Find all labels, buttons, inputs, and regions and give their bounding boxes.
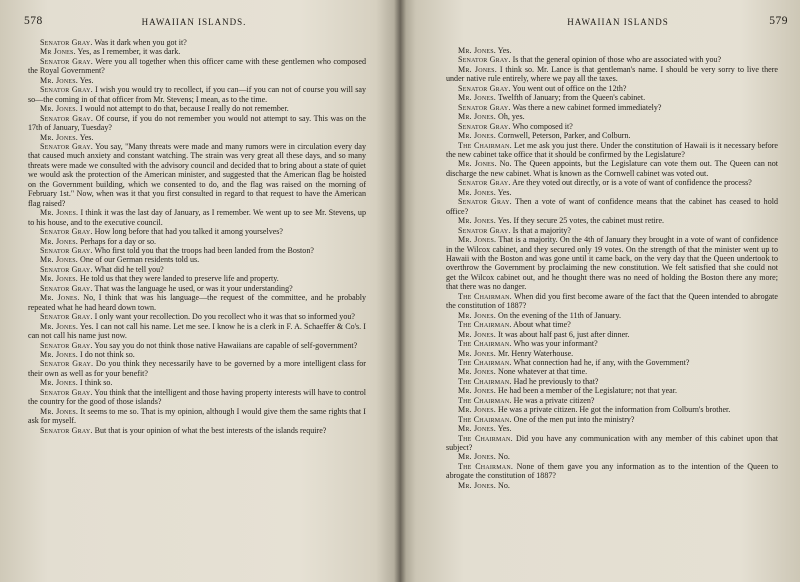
speech-text: Was there a new cabinet formed immediately? xyxy=(510,102,662,112)
speaker-name: Mr. Jones. xyxy=(458,452,496,462)
speech-text: Cornwell, Peterson, Parker, and Colburn. xyxy=(496,131,631,141)
testimony-paragraph xyxy=(28,378,366,387)
speaker-name: Senator Gray. xyxy=(40,245,93,255)
speaker-name: Mr. Jones. xyxy=(458,93,496,103)
testimony-paragraph xyxy=(28,114,366,133)
testimony-paragraph xyxy=(28,76,366,85)
testimony-paragraph xyxy=(446,141,778,160)
speech-text: He told us that they were landed to preserve life and property. xyxy=(78,274,279,284)
left-page-header xyxy=(24,15,364,29)
speech-text: Mr. Henry Waterhouse. xyxy=(496,348,574,358)
speaker-name: Senator Gray. xyxy=(40,340,93,350)
speaker-name: Mr. Jones. xyxy=(40,75,78,85)
speech-text: Did you have any communication with any member of this cabinet upon that subject? xyxy=(446,433,779,453)
speaker-name: Senator Gray. xyxy=(458,121,511,131)
testimony-paragraph xyxy=(446,131,778,140)
speech-text: You went out of office on the 12th? xyxy=(510,83,627,93)
speech-text: No. xyxy=(496,452,510,462)
speaker-name: Mr. Jones. xyxy=(458,310,496,320)
testimony-paragraph xyxy=(28,388,366,407)
testimony-paragraph xyxy=(28,142,366,208)
speech-text: He was a private citizen. He got the information from Colburn's brother. xyxy=(496,405,731,415)
testimony-paragraph xyxy=(446,320,778,329)
speaker-name: Mr. Jones. xyxy=(458,405,496,415)
testimony-paragraph xyxy=(28,246,366,255)
speaker-name: Mr. Jones. xyxy=(458,480,496,490)
speaker-name: Mr. Jones. xyxy=(40,208,79,218)
speech-text: You say, "Many threats were made and many rumors were in circulation every day that caused much anxiety and constant watching. The strain was very great all these days, and so many threats were made we consulted with the advisory council and decided that to bring about a state of quiet we would ask the protection of the American minister, and suggested that the American flag be hoisted on the Government building, which we consented to do, and the flag was raised on the morning of February 1st." Now, when was it that you first consulted in regard to that request to have the American flag raised? xyxy=(28,141,366,208)
testimony-paragraph xyxy=(446,462,778,481)
speech-text: On the evening of the 11th of January. xyxy=(496,310,621,320)
speech-text: One of our German residents told us. xyxy=(78,255,200,265)
speaker-name: The Chairman. xyxy=(458,395,512,405)
speaker-name: Mr. Jones. xyxy=(458,64,497,74)
speaker-name: Senator Gray. xyxy=(40,425,93,435)
speech-text: Let me ask you just there. Under the constitution of Hawaii is it necessary before the new cabinet take office that it should be confirmed by the Legislature? xyxy=(446,140,778,159)
speech-text: Was it dark when you got it? xyxy=(92,38,187,47)
speaker-name: Senator Gray. xyxy=(40,359,94,369)
speech-text: Yes. I can not call his name. Let me see. I know he is a clerk in F. A. Schaeffer & Co's. I can not call his name just now. xyxy=(28,321,366,341)
speech-text: Is that a majority? xyxy=(510,225,571,235)
book-gutter xyxy=(394,0,406,582)
testimony-paragraph xyxy=(28,426,366,435)
speaker-name: The Chairman. xyxy=(458,376,512,386)
testimony-paragraph xyxy=(28,47,366,56)
testimony-paragraph xyxy=(28,274,366,283)
testimony-paragraph xyxy=(28,293,366,312)
speech-text: No, I think that was his language—the request of the committee, and he probably repeated what he had heard down town. xyxy=(28,293,366,312)
speaker-name: Mr. Jones. xyxy=(40,349,78,359)
speaker-name: Mr. Jones. xyxy=(458,348,496,358)
speaker-name: The Chairman. xyxy=(458,414,512,424)
speaker-name: The Chairman. xyxy=(458,357,512,367)
speaker-name: Senator Gray. xyxy=(458,55,511,65)
testimony-paragraph xyxy=(446,103,778,112)
speaker-name: Mr. Jones. xyxy=(458,386,496,396)
speech-text: Is that the general opinion of those who are associated with you? xyxy=(510,55,722,65)
speaker-name: Senator Gray. xyxy=(40,113,94,123)
speaker-name: Mr. Jones. xyxy=(458,159,497,169)
testimony-paragraph xyxy=(446,396,778,405)
speaker-name: Senator Gray. xyxy=(40,85,93,95)
speech-text: You say you do not think those native Hawaiians are capable of self-government? xyxy=(92,340,358,350)
speech-text: I only want your recollection. Do you recollect who it was that so informed you? xyxy=(92,312,355,322)
speech-text: When did you first become aware of the fact that the Queen intended to abrogate the constitution of 1887? xyxy=(446,291,778,311)
speech-text: Had he previously to that? xyxy=(511,376,599,386)
speaker-name: Mr. Jones. xyxy=(458,131,496,141)
testimony-paragraph xyxy=(446,292,778,311)
testimony-paragraph xyxy=(446,65,778,84)
testimony-paragraph xyxy=(446,84,778,93)
speech-text: That is a majority. On the 4th of January they brought in a vote of want of confidence in the Wilcox cabinet, and they secured only 19 votes. On the strength of that the minister went up to Hawaii with the Boston and was gone until it came back, on the very day that the Queen undertook to overthrow the Government by proclaiming the new constitution. We felt satisfied that she could not get the Wilcox cabinet out, and he thought there was no need of holding the Boston there any more; that there was no danger. xyxy=(446,235,778,292)
speaker-name: The Chairman. xyxy=(458,433,513,443)
speaker-name: Mr. Jones. xyxy=(40,236,78,246)
speaker-name: Mr. Jones. xyxy=(458,187,496,197)
testimony-paragraph xyxy=(446,188,778,197)
speech-text: I think it was the last day of January, as I remember. We went up to see Mr. Stevens, up to his house, and to the executive council. xyxy=(28,208,366,227)
speaker-name: The Chairman. xyxy=(458,339,512,349)
testimony-paragraph xyxy=(446,386,778,395)
testimony-paragraph xyxy=(28,322,366,341)
testimony-paragraph xyxy=(446,46,778,55)
testimony-paragraph xyxy=(28,407,366,426)
testimony-paragraph xyxy=(446,349,778,358)
testimony-paragraph xyxy=(28,312,366,321)
speaker-name: Senator Gray. xyxy=(458,83,511,93)
speaker-name: Senator Gray. xyxy=(458,197,512,207)
speech-text: I think so. xyxy=(78,378,113,388)
testimony-paragraph xyxy=(28,341,366,350)
testimony-paragraph xyxy=(446,216,778,225)
speech-text: None whatever at that time. xyxy=(496,367,588,377)
speaker-name: Senator Gray. xyxy=(40,56,94,66)
speech-text: Who composed it? xyxy=(510,121,573,131)
speech-text: No. The Queen appoints, but the Legislature can vote them out. The Queen can not discharge the new cabinet. What is known as the Cornwell cabinet was voted out. xyxy=(446,159,778,178)
testimony-paragraph xyxy=(446,424,778,433)
speech-text: Of course, if you do not remember you would not attempt to say. This was on the 17th of January, Tuesday? xyxy=(28,113,366,133)
testimony-paragraph xyxy=(28,133,366,142)
testimony-paragraph xyxy=(446,452,778,461)
speech-text: Are they voted out directly, or is a vote of want of confidence the process? xyxy=(510,178,752,188)
testimony-paragraph xyxy=(446,112,778,121)
right-page xyxy=(400,0,800,582)
testimony-paragraph xyxy=(446,197,778,216)
speech-text: But that is your opinion of what the best interests of the islands require? xyxy=(92,425,327,435)
testimony-paragraph xyxy=(28,38,366,47)
speech-text: Oh, yes. xyxy=(496,112,525,122)
speech-text: That was the language he used, or was it your understanding? xyxy=(92,283,293,293)
speech-text: Yes, as I remember, it was dark. xyxy=(75,47,181,57)
speech-text: Then a vote of want of confidence means that the cabinet has ceased to hold office? xyxy=(446,197,778,216)
testimony-paragraph xyxy=(28,104,366,113)
speaker-name: Senator Gray. xyxy=(40,141,93,151)
speaker-name: Mr. Jones. xyxy=(40,255,78,265)
testimony-paragraph xyxy=(28,284,366,293)
speaker-name: Mr. Jones. xyxy=(458,235,497,245)
speaker-name: Mr. Jones. xyxy=(40,293,80,303)
speaker-name: Mr. Jones. xyxy=(40,274,78,284)
testimony-paragraph xyxy=(446,178,778,187)
speaker-name: Senator Gray. xyxy=(40,38,93,47)
testimony-paragraph xyxy=(28,57,366,76)
speaker-name: Mr. Jones. xyxy=(458,424,496,434)
speech-text: How long before that had you talked it among yourselves? xyxy=(92,227,283,237)
testimony-paragraph xyxy=(446,159,778,178)
speech-text: He was a private citizen? xyxy=(511,395,595,405)
speech-text: I wish you would try to recollect, if you can—if you can not of course you will say so—the coming in of that officer from Mr. Stevens; I mean, as to the time. xyxy=(28,85,366,104)
speech-text: Yes. xyxy=(496,424,512,434)
speaker-name: Senator Gray. xyxy=(40,264,93,274)
speaker-name: Senator Gray. xyxy=(40,227,93,237)
speaker-name: Mr. Jones. xyxy=(40,321,79,331)
running-title: HAWAIIAN ISLANDS xyxy=(567,17,669,27)
running-title: HAWAIIAN ISLANDS. xyxy=(141,17,247,27)
speaker-name: The Chairman. xyxy=(458,320,512,330)
speaker-name: Mr. Jones. xyxy=(40,132,78,142)
speech-text: About what time? xyxy=(511,320,571,330)
page-number: 578 xyxy=(24,15,43,27)
testimony-paragraph xyxy=(28,237,366,246)
speech-text: Yes. xyxy=(78,75,94,85)
right-page-text xyxy=(446,46,778,490)
speech-text: Twelfth of January; from the Queen's cabinet. xyxy=(496,93,646,103)
speaker-name: The Chairman. xyxy=(458,140,512,150)
testimony-paragraph xyxy=(28,350,366,359)
testimony-paragraph xyxy=(28,227,366,236)
speaker-name: Senator Gray. xyxy=(458,225,511,235)
testimony-paragraph xyxy=(446,122,778,131)
testimony-paragraph xyxy=(446,405,778,414)
speech-text: I think so. Mr. Lance is that gentleman's name. I should be very sorry to live there under native rule entirely, where we pay all the taxes. xyxy=(446,64,778,84)
testimony-paragraph xyxy=(446,330,778,339)
speech-text: He had been a member of the Legislature; not that year. xyxy=(496,386,677,396)
speech-text: Do you think they necessarily have to be governed by a more intelligent class for their own as well as for your benefit? xyxy=(28,359,366,378)
testimony-paragraph xyxy=(446,415,778,424)
speech-text: What did he tell you? xyxy=(92,264,164,274)
speech-text: You think that the intelligent and those having property interests will have to control the country for the good of those islands? xyxy=(28,387,366,407)
speaker-name: The Chairman. xyxy=(458,461,514,471)
speaker-name: Mr. Jones. xyxy=(458,329,496,339)
testimony-paragraph xyxy=(446,311,778,320)
page-number: 579 xyxy=(769,15,788,27)
right-page-header xyxy=(448,15,788,29)
speech-text: I would not attempt to do that, because I really do not remember. xyxy=(78,104,289,114)
speech-text: Who was your informant? xyxy=(511,339,598,349)
testimony-paragraph xyxy=(446,226,778,235)
speaker-name: Senator Gray. xyxy=(40,312,93,322)
speaker-name: Senator Gray. xyxy=(458,102,511,112)
speech-text: It was about half past 6, just after dinner. xyxy=(496,329,630,339)
testimony-paragraph xyxy=(28,255,366,264)
speech-text: What connection had he, if any, with the Government? xyxy=(511,357,690,367)
testimony-paragraph xyxy=(446,434,778,453)
speaker-name: Mr. Jones. xyxy=(40,406,79,416)
speaker-name: The Chairman. xyxy=(458,291,512,301)
speech-text: Perhaps for a day or so. xyxy=(78,236,156,246)
testimony-paragraph xyxy=(446,358,778,367)
testimony-paragraph xyxy=(446,481,778,490)
testimony-paragraph xyxy=(446,55,778,64)
speaker-name: Mr. Jones. xyxy=(458,112,496,122)
speech-text: None of them gave you any information as to the intention of the Queen to abrogate the constitution of 1887? xyxy=(446,461,778,481)
speaker-name: Mr. Jones. xyxy=(458,46,496,55)
speaker-name: Senator Gray. xyxy=(40,387,93,397)
speaker-name: Mr. Jones. xyxy=(40,104,78,114)
speech-text: Yes. xyxy=(496,187,512,197)
speaker-name: Mr. Jones. xyxy=(458,216,496,226)
speaker-name: Mr. Jones. xyxy=(458,367,496,377)
speech-text: One of the men put into the ministry? xyxy=(511,414,635,424)
speech-text: Were you all together when this officer came with these gentlemen who composed the Royal Government? xyxy=(28,56,366,76)
speech-text: Yes. xyxy=(78,132,94,142)
speaker-name: Mr. Jones. xyxy=(40,378,78,388)
testimony-paragraph xyxy=(446,367,778,376)
speaker-name: Senator Gray. xyxy=(40,283,93,293)
testimony-paragraph xyxy=(28,359,366,378)
speaker-name: Senator Gray. xyxy=(458,178,511,188)
testimony-paragraph xyxy=(28,265,366,274)
speech-text: No. xyxy=(496,480,510,490)
speech-text: Yes. xyxy=(496,46,512,55)
testimony-paragraph xyxy=(446,235,778,292)
left-page-text xyxy=(28,38,366,435)
speech-text: Who first told you that the troops had been landed from the Boston? xyxy=(92,245,314,255)
speech-text: It seems to me so. That is my opinion, although I would give them the same rights that I ask for myself. xyxy=(28,406,366,426)
speech-text: I do not think so. xyxy=(78,349,135,359)
testimony-paragraph xyxy=(28,85,366,104)
testimony-paragraph xyxy=(446,377,778,386)
testimony-paragraph xyxy=(446,93,778,102)
testimony-paragraph xyxy=(28,208,366,227)
speaker-name: Mr Jones. xyxy=(40,47,76,57)
testimony-paragraph xyxy=(446,339,778,348)
speech-text: Yes. If they secure 25 votes, the cabinet must retire. xyxy=(496,216,665,226)
